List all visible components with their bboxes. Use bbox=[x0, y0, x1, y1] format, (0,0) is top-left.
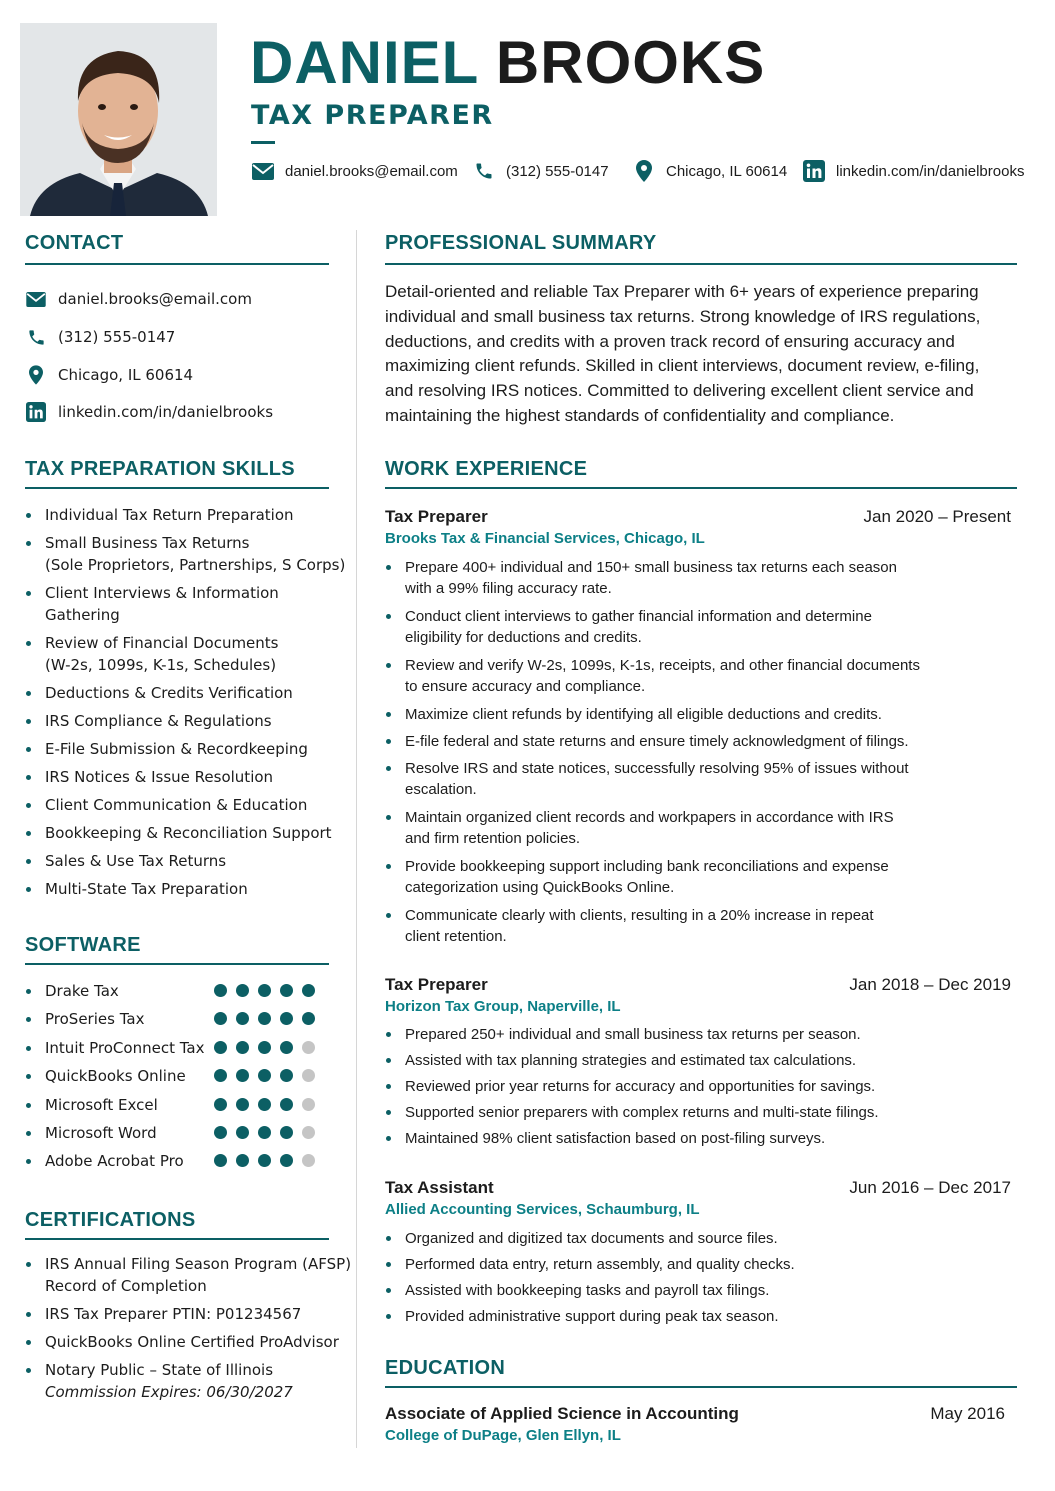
rating-dot-filled bbox=[258, 984, 271, 997]
column-divider bbox=[356, 230, 357, 1448]
rating-dot-filled bbox=[280, 1069, 293, 1082]
email-icon bbox=[251, 159, 275, 183]
header-linkedin-text: linkedin.com/in/danielbrooks bbox=[836, 162, 1025, 180]
software-item bbox=[25, 980, 315, 1002]
rating-dot-filled bbox=[302, 984, 315, 997]
rating-dot-filled bbox=[214, 1012, 227, 1025]
rating-dot-filled bbox=[236, 1126, 249, 1139]
software-heading: SOFTWARE bbox=[25, 934, 141, 956]
job-bullets bbox=[385, 1024, 975, 1149]
rating-dot-filled bbox=[280, 1154, 293, 1167]
list-item: Communicate clearly with clients, resulting in a 20% increase in repeat client retention. bbox=[385, 905, 975, 947]
certifications-heading: CERTIFICATIONS bbox=[25, 1209, 196, 1231]
title-underline bbox=[251, 141, 275, 144]
contact-email-text: daniel.brooks@email.com bbox=[58, 290, 252, 308]
list-item: Review of Financial Documents (W-2s, 1099s, K-1s, Schedules) bbox=[25, 632, 345, 676]
list-item: Assisted with tax planning strategies and estimated tax calculations. bbox=[385, 1050, 975, 1071]
bullet-dot bbox=[26, 1159, 31, 1164]
list-item: Supported senior preparers with complex returns and multi-state filings. bbox=[385, 1102, 975, 1123]
bullet-dot bbox=[26, 1131, 31, 1136]
rating-dot-filled bbox=[280, 1012, 293, 1025]
rating-dot-filled bbox=[236, 1041, 249, 1054]
contact-linkedin[interactable] bbox=[25, 401, 273, 423]
skill-rating bbox=[214, 984, 324, 997]
skill-rating bbox=[214, 1126, 324, 1139]
list-item: IRS Notices & Issue Resolution bbox=[25, 766, 345, 788]
rating-dot-filled bbox=[236, 1012, 249, 1025]
bullet-dot bbox=[26, 989, 31, 994]
list-item: Prepare 400+ individual and 150+ small business tax returns each season with a 99% filing accuracy rate. bbox=[385, 557, 975, 599]
rating-dot-filled bbox=[258, 1098, 271, 1111]
job-title-heading: TAX PREPARER bbox=[251, 100, 494, 131]
rating-dot-filled bbox=[258, 1012, 271, 1025]
job-title: Tax Preparer bbox=[385, 975, 488, 994]
contact-phone[interactable] bbox=[25, 326, 175, 348]
experience-rule bbox=[385, 487, 1017, 489]
list-item: Assisted with bookkeeping tasks and payroll tax filings. bbox=[385, 1280, 975, 1301]
list-item: IRS Compliance & Regulations bbox=[25, 710, 345, 732]
contact-rule bbox=[25, 263, 329, 265]
header-location bbox=[632, 159, 787, 183]
list-item: Sales & Use Tax Returns bbox=[25, 850, 345, 872]
skill-rating bbox=[214, 1012, 324, 1025]
list-item: Maintained 98% client satisfaction based on post-filing surveys. bbox=[385, 1128, 975, 1149]
rating-dot-filled bbox=[214, 1098, 227, 1111]
header-phone-text: (312) 555-0147 bbox=[506, 162, 609, 180]
rating-dot-filled bbox=[258, 1041, 271, 1054]
software-name: Microsoft Word bbox=[45, 1124, 157, 1142]
rating-dot-filled bbox=[214, 1041, 227, 1054]
list-item: Reviewed prior year returns for accuracy and opportunities for savings. bbox=[385, 1076, 975, 1097]
software-name: Microsoft Excel bbox=[45, 1095, 158, 1114]
contact-email[interactable] bbox=[25, 288, 252, 310]
summary-heading: PROFESSIONAL SUMMARY bbox=[385, 232, 657, 254]
linkedin-icon bbox=[802, 159, 826, 183]
list-item: Review and verify W-2s, 1099s, K-1s, receipts, and other financial documents to ensure accuracy and compliance. bbox=[385, 655, 975, 697]
header-linkedin[interactable] bbox=[802, 159, 1024, 183]
bullet-dot bbox=[26, 1017, 31, 1022]
rating-dot-empty bbox=[302, 1069, 315, 1082]
job-company: Allied Accounting Services, Schaumburg, IL bbox=[385, 1201, 700, 1218]
education-heading: EDUCATION bbox=[385, 1357, 506, 1379]
job-dates: Jan 2018 – Dec 2019 bbox=[849, 975, 1011, 994]
list-item: Provide bookkeeping support including bank reconciliations and expense categorization using QuickBooks Online. bbox=[385, 856, 975, 898]
list-item: E-file federal and state returns and ensure timely acknowledgment of filings. bbox=[385, 731, 975, 752]
rating-dot-filled bbox=[214, 1154, 227, 1167]
summary-rule bbox=[385, 263, 1017, 265]
software-rule bbox=[25, 963, 329, 965]
location-pin-icon bbox=[25, 364, 47, 386]
skill-rating bbox=[214, 1069, 324, 1082]
list-item: Prepared 250+ individual and small business tax returns per season. bbox=[385, 1024, 975, 1045]
job-title: Tax Assistant bbox=[385, 1178, 494, 1197]
rating-dot-filled bbox=[258, 1154, 271, 1167]
list-item: Individual Tax Return Preparation bbox=[25, 504, 345, 526]
skills-list bbox=[25, 504, 345, 900]
rating-dot-filled bbox=[258, 1069, 271, 1082]
list-item: Bookkeeping & Reconciliation Support bbox=[25, 822, 345, 844]
list-item: Maintain organized client records and workpapers in accordance with IRS and firm retention policies. bbox=[385, 807, 975, 849]
software-name: QuickBooks Online bbox=[45, 1067, 186, 1086]
list-item: Conduct client interviews to gather financial information and determine eligibility for deductions and credits. bbox=[385, 606, 975, 648]
skill-rating bbox=[214, 1154, 324, 1167]
software-item bbox=[25, 1065, 315, 1087]
skills-rule bbox=[25, 487, 329, 489]
certifications-rule bbox=[25, 1238, 329, 1240]
rating-dot-filled bbox=[280, 1098, 293, 1111]
job-bullets bbox=[385, 557, 975, 947]
rating-dot-filled bbox=[280, 1126, 293, 1139]
contact-linkedin-text: linkedin.com/in/danielbrooks bbox=[58, 403, 274, 421]
job-bullets bbox=[385, 1228, 975, 1327]
rating-dot-filled bbox=[236, 1098, 249, 1111]
rating-dot-filled bbox=[236, 1069, 249, 1082]
candidate-name bbox=[250, 28, 765, 98]
rating-dot-filled bbox=[280, 984, 293, 997]
graduation-date: May 2016 bbox=[930, 1404, 1005, 1423]
list-item: Resolve IRS and state notices, successfully resolving 95% of issues without escalation. bbox=[385, 758, 975, 800]
contact-location-text: Chicago, IL 60614 bbox=[58, 366, 194, 384]
job-dates: Jun 2016 – Dec 2017 bbox=[849, 1178, 1011, 1197]
rating-dot-filled bbox=[214, 1126, 227, 1139]
rating-dot-empty bbox=[302, 1098, 315, 1111]
commission-note: Commission Expires: 06/30/2027 bbox=[45, 1383, 293, 1401]
bullet-dot bbox=[26, 1046, 31, 1051]
list-item: Deductions & Credits Verification bbox=[25, 682, 345, 704]
software-item bbox=[25, 1008, 315, 1030]
school: College of DuPage, Glen Ellyn, IL bbox=[385, 1427, 621, 1444]
certifications-list bbox=[25, 1253, 351, 1403]
rating-dot-empty bbox=[302, 1041, 315, 1054]
list-item: Client Communication & Education bbox=[25, 794, 345, 816]
rating-dot-filled bbox=[236, 984, 249, 997]
list-item: Performed data entry, return assembly, and quality checks. bbox=[385, 1254, 975, 1275]
phone-icon bbox=[472, 159, 496, 183]
list-item: Provided administrative support during peak tax season. bbox=[385, 1306, 975, 1327]
rating-dot-filled bbox=[236, 1154, 249, 1167]
list-item: QuickBooks Online Certified ProAdvisor bbox=[25, 1331, 351, 1353]
degree: Associate of Applied Science in Accounting bbox=[385, 1404, 739, 1423]
job-dates: Jan 2020 – Present bbox=[863, 507, 1011, 526]
list-item: Organized and digitized tax documents and source files. bbox=[385, 1228, 975, 1249]
email-icon bbox=[25, 288, 47, 310]
bullet-dot bbox=[26, 1103, 31, 1108]
list-item: Notary Public – State of Illinois Commission Expires: 06/30/2027 bbox=[25, 1359, 351, 1403]
skill-rating bbox=[214, 1041, 324, 1054]
last-name: BROOKS bbox=[495, 29, 766, 96]
list-item: IRS Tax Preparer PTIN: P01234567 bbox=[25, 1303, 351, 1325]
summary-text: Detail-oriented and reliable Tax Preparer with 6+ years of experience preparing individual and small business tax returns. Strong knowledge of IRS regulations, deductions, and credits with a proven track record of ensuring accuracy and maximizing client refunds. Skilled in client interviews, document review, e-filing, and resolving IRS notices. Committed to delivering excellent client service and maintaining the highest standards of confidentiality and compliance. bbox=[385, 282, 981, 425]
list-item: E-File Submission & Recordkeeping bbox=[25, 738, 345, 760]
skill-rating bbox=[214, 1098, 324, 1111]
software-item bbox=[25, 1094, 315, 1116]
job-title: Tax Preparer bbox=[385, 507, 488, 526]
header-phone[interactable] bbox=[472, 159, 609, 183]
software-name: Intuit ProConnect Tax bbox=[45, 1038, 205, 1057]
first-name: DANIEL bbox=[250, 29, 479, 96]
education-rule bbox=[385, 1386, 1017, 1388]
bullet-dot bbox=[26, 1074, 31, 1079]
software-name: Drake Tax bbox=[45, 982, 119, 1000]
header-email[interactable] bbox=[251, 159, 458, 183]
software-name: Adobe Acrobat Pro bbox=[45, 1152, 184, 1171]
software-item bbox=[25, 1037, 315, 1059]
rating-dot-filled bbox=[214, 1069, 227, 1082]
rating-dot-filled bbox=[302, 1012, 315, 1025]
list-item: IRS Annual Filing Season Program (AFSP) Record of Completion bbox=[25, 1253, 351, 1297]
list-item: Multi-State Tax Preparation bbox=[25, 878, 345, 900]
contact-heading: CONTACT bbox=[25, 232, 124, 254]
rating-dot-empty bbox=[302, 1126, 315, 1139]
rating-dot-empty bbox=[302, 1154, 315, 1167]
rating-dot-filled bbox=[258, 1126, 271, 1139]
contact-location bbox=[25, 364, 193, 386]
list-item: Small Business Tax Returns (Sole Proprietors, Partnerships, S Corps) bbox=[25, 532, 345, 576]
list-item: Client Interviews & Information Gathering bbox=[25, 582, 345, 626]
contact-phone-text: (312) 555-0147 bbox=[58, 328, 176, 346]
header-email-text: daniel.brooks@email.com bbox=[285, 162, 458, 180]
job-company: Horizon Tax Group, Naperville, IL bbox=[385, 998, 621, 1015]
software-item bbox=[25, 1122, 315, 1144]
software-name: ProSeries Tax bbox=[45, 1010, 145, 1029]
profile-photo bbox=[20, 23, 217, 216]
experience-heading: WORK EXPERIENCE bbox=[385, 458, 588, 480]
rating-dot-filled bbox=[214, 984, 227, 997]
location-pin-icon bbox=[632, 159, 656, 183]
header-location-text: Chicago, IL 60614 bbox=[666, 162, 788, 180]
rating-dot-filled bbox=[280, 1041, 293, 1054]
job-company: Brooks Tax & Financial Services, Chicago, IL bbox=[385, 530, 705, 547]
skills-heading: TAX PREPARATION SKILLS bbox=[25, 458, 295, 480]
phone-icon bbox=[25, 326, 47, 348]
software-item bbox=[25, 1150, 315, 1172]
linkedin-icon bbox=[25, 401, 47, 423]
list-item: Maximize client refunds by identifying all eligible deductions and credits. bbox=[385, 704, 975, 725]
